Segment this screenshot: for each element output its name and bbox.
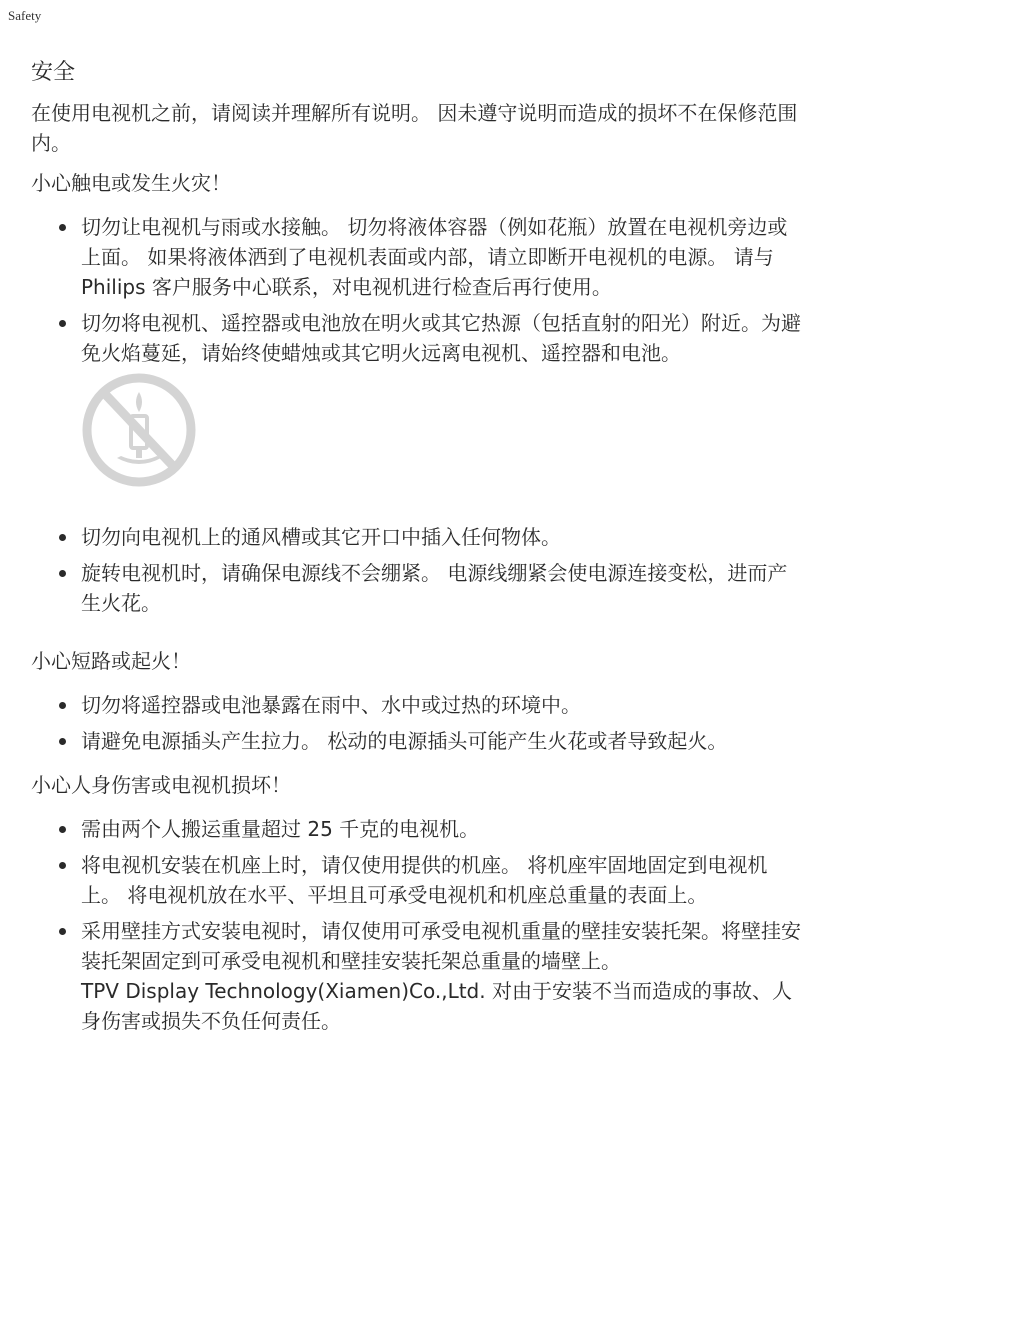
list-item <box>81 308 821 488</box>
bullet-icon <box>59 570 66 577</box>
bullet-list <box>31 690 821 756</box>
section-heading: 小心短路或起火！ <box>31 649 191 673</box>
section-heading: 小心触电或发生火灾！ <box>31 171 231 195</box>
list-item-text: 旋转电视机时，请确保电源线不会绷紧。 电源线绷紧会使电源连接变松，进而产生火花。 <box>81 561 788 615</box>
bullet-list <box>31 212 821 618</box>
list-item-text: 切勿向电视机上的通风槽或其它开口中插入任何物体。 <box>81 525 561 549</box>
list-item-text: 切勿将遥控器或电池暴露在雨中、水中或过热的环境中。 <box>81 693 581 717</box>
list-item-text: 将电视机安装在机座上时，请仅使用提供的机座。 将机座牢固地固定到电视机上。 将电视机放在水平、平坦且可承受电视机和机座总重量的表面上。 <box>81 853 768 907</box>
list-item-text: 切勿将电视机、遥控器或电池放在明火或其它热源（包括直射的阳光）附近。为避免火焰蔓延，请始终使蜡烛或其它明火远离电视机、遥控器和电池。 <box>81 311 801 365</box>
list-item <box>81 916 821 1036</box>
intro-paragraph: 在使用电视机之前，请阅读并理解所有说明。 因未遵守说明而造成的损坏不在保修范围内。 <box>31 101 798 155</box>
no-open-flame-icon <box>81 372 197 488</box>
section-injury-damage <box>31 770 821 1036</box>
bullet-icon <box>59 320 66 327</box>
page-tab-title: Safety <box>8 8 42 23</box>
list-item <box>81 814 821 844</box>
list-item <box>81 558 821 618</box>
no-candle-illustration <box>81 372 197 488</box>
list-item-text: 切勿让电视机与雨或水接触。 切勿将液体容器（例如花瓶）放置在电视机旁边或上面。 如果将液体洒到了电视机表面或内部，请立即断开电视机的电源。 请与Philips 客户服务中心联系，对电视机进行检查后再行使用。 <box>81 215 788 299</box>
liability-note: TPV Display Technology(Xiamen)Co.,Ltd. 对由于安装不当而造成的事故、人身伤害或损失不负任何责任。 <box>81 979 792 1033</box>
bullet-icon <box>59 702 66 709</box>
list-item <box>81 212 821 302</box>
list-item <box>81 690 821 720</box>
list-item-text: 采用壁挂方式安装电视时，请仅使用可承受电视机重量的壁挂安装托架。将壁挂安装托架固定到可承受电视机和壁挂安装托架总重量的墙壁上。 <box>81 919 801 973</box>
bullet-icon <box>59 738 66 745</box>
bullet-icon <box>59 862 66 869</box>
section-fire-shock <box>31 168 821 618</box>
bullet-icon <box>59 928 66 935</box>
list-item <box>81 522 821 552</box>
section-short-circuit <box>31 646 821 756</box>
list-item <box>81 850 821 910</box>
page-title: 安全 <box>31 60 76 85</box>
section-heading: 小心人身伤害或电视机损坏！ <box>31 773 291 797</box>
bullet-icon <box>59 224 66 231</box>
list-item-text: 请避免电源插头产生拉力。 松动的电源插头可能产生火花或者导致起火。 <box>81 729 728 753</box>
list-item <box>81 726 821 756</box>
list-item-text: 需由两个人搬运重量超过 25 千克的电视机。 <box>81 817 480 841</box>
document-content <box>31 56 821 1042</box>
bullet-list <box>31 814 821 1036</box>
bullet-icon <box>59 534 66 541</box>
bullet-icon <box>59 826 66 833</box>
